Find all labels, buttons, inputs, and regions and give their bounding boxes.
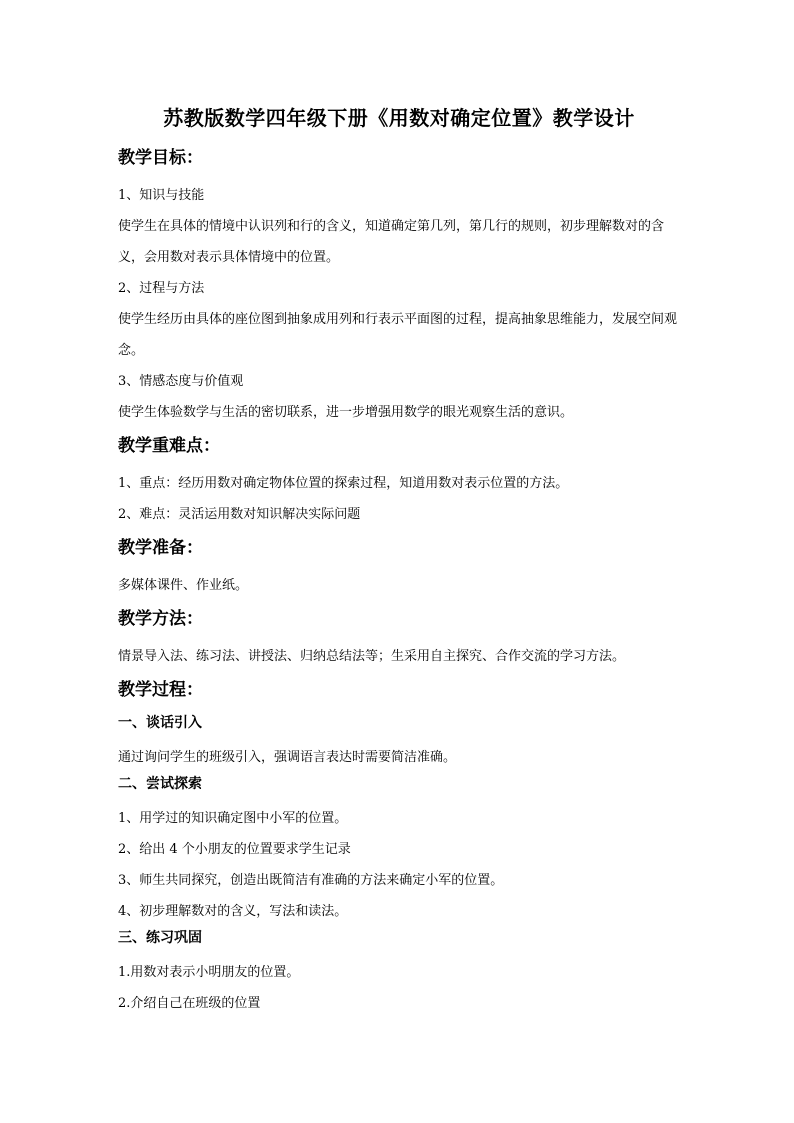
paragraph: 4、初步理解数对的含义，写法和读法。 [118, 904, 348, 919]
paragraph: 1、知识与技能 [118, 188, 205, 203]
paragraph: 2、过程与方法 [118, 281, 205, 296]
section-methods [118, 607, 680, 672]
section-heading: 教学目标： [118, 148, 203, 168]
paragraph: 1、用学过的知识确定图中小军的位置。 [118, 811, 348, 826]
paragraph: 1.用数对表示小明朋友的位置。 [118, 965, 300, 980]
paragraph: 2.介绍自己在班级的位置 [118, 996, 261, 1011]
subsection-heading: 一、谈话引入 [118, 715, 202, 731]
section-process [118, 678, 680, 1019]
paragraph: 使学生在具体的情境中认识列和行的含义，知道确定第几列，第几行的规则，初步理解数对的含义，会用数对表示具体情境中的位置。 [118, 219, 665, 265]
section-heading: 教学过程： [118, 680, 203, 700]
paragraph: 情景导入法、练习法、讲授法、归纳总结法等；生采用自主探究、合作交流的学习方法。 [118, 649, 626, 664]
paragraph: 多媒体课件、作业纸。 [118, 578, 249, 593]
paragraph: 2、难点：灵活运用数对知识解决实际问题 [118, 507, 361, 522]
paragraph: 1、重点：经历用数对确定物体位置的探索过程，知道用数对表示位置的方法。 [118, 476, 569, 491]
paragraph: 通过询问学生的班级引入，强调语言表达时需要简洁准确。 [118, 750, 457, 765]
paragraph: 2、给出 4 个小朋友的位置要求学生记录 [118, 842, 351, 857]
subsection-heading: 二、尝试探索 [118, 776, 202, 792]
paragraph: 使学生体验数学与生活的密切联系，进一步增强用数学的眼光观察生活的意识。 [118, 405, 574, 420]
paragraph: 3、师生共同探究，创造出既简洁有准确的方法来确定小军的位置。 [118, 873, 504, 888]
section-heading: 教学方法： [118, 609, 203, 629]
section-teaching-goals [118, 146, 680, 428]
section-heading: 教学准备： [118, 538, 203, 558]
paragraph: 使学生经历由具体的座位图到抽象成用列和行表示平面图的过程，提高抽象思维能力，发展空间观念。 [118, 312, 678, 358]
document-content [118, 104, 680, 1019]
section-preparation [118, 536, 680, 601]
paragraph: 3、情感态度与价值观 [118, 374, 244, 389]
section-heading: 教学重难点： [118, 436, 220, 456]
section-key-difficult-points [118, 434, 680, 530]
document-title: 苏教版数学四年级下册《用数对确定位置》教学设计 [163, 106, 635, 130]
subsection-heading: 三、练习巩固 [118, 930, 202, 946]
